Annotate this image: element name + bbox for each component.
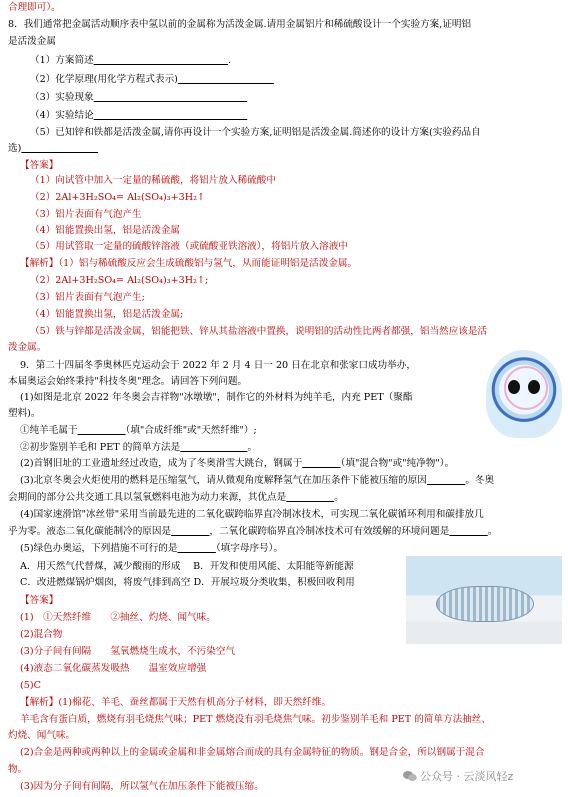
text-line: 是活泼金属	[8, 36, 56, 47]
analysis-line: （5）铁与锌都是活泼金属，铝能把铁、锌从其盐溶液中置换，说明铝的活动性比两者都强，铝当然应该是活	[30, 326, 488, 337]
answer-line: （2）2Al+3H₂SO₄= Al₂(SO₄)₃+3H₂↑	[30, 192, 205, 203]
ice-stadium-image	[406, 556, 562, 644]
answer-tag: 【答案】	[20, 160, 59, 171]
answer-line: （3）铝片表面有气泡产生	[30, 209, 142, 220]
analysis-line: 【解析】（1）铝与稀硫酸反应会生成硫酸铝与氢气，从而能证明铝是活泼金属。	[20, 258, 358, 269]
q8-part-2: （2）化学原理(用化学方程式表示)	[30, 74, 178, 85]
q8-part-3: （3）实验现象	[30, 92, 94, 103]
text-line: 合理即可）。	[8, 2, 61, 13]
answer-line: (3)分子间有间隔 氢氧燃烧生成水，不污染空气	[20, 646, 236, 657]
answer-line: (4)液态二氧化碳蒸发吸热 温室效应增强	[20, 663, 207, 674]
q9-blank-4: (3)北京冬奥会火炬使用的燃料是压缩氢气，请从微观角度解释氢气在加压条件下能被压缩的原因 。冬奥	[20, 475, 495, 486]
answer-line: （4）铝能置换出氢，铝是活泼金属	[30, 225, 181, 236]
q8-part-1: （1）方案简述 .	[30, 55, 232, 66]
mascot-eye	[508, 380, 520, 394]
q8-part-5-cont: 选)	[8, 143, 22, 154]
q8-part-4: （4）实验结论	[30, 110, 94, 121]
analysis-line: （3）铝片表面有气泡产生;	[30, 292, 145, 303]
panda-mascot-image	[486, 350, 562, 438]
analysis-line: 泼金属。	[8, 342, 47, 353]
q9-blank-5: 会期间的部分公共交通工具以氢氧燃料电池为动力来源，其优点是 。	[8, 492, 344, 503]
analysis-line: 灼烧、闻气味。	[8, 730, 76, 741]
text-line: (4)国家速滑馆"冰丝带"采用当前最先进的二氧化碳跨临界直冷制冰技术，可实现二氧化碳循环利用和碳排放几	[20, 509, 484, 520]
text-line: 塑料)。	[8, 408, 41, 419]
option-line: A．用天然气代替煤，减少酸雨的形成 B．开发和使用风能、太阳能等新能源	[20, 561, 354, 572]
q9-blank-2: ②初步鉴别羊毛和 PET 的简单方法是 。	[20, 442, 258, 453]
analysis-line: 【解析】(1)棉花、羊毛、蚕丝都属于天然有机高分子材料，即天然纤维。	[20, 697, 331, 708]
q9-blank-7: (5)绿色办奥运，下列措施不可行的是 （填字母序号）。	[20, 543, 284, 554]
mascot-eye	[528, 380, 540, 394]
analysis-line: 羊毛含有蛋白质，燃烧有羽毛烧焦气味；PET 燃烧没有羽毛烧焦气味。初步鉴别羊毛和 PET 的简单方法抽丝、	[20, 714, 491, 725]
q8-part-5: （5）已知锌和铁都是活泼金属,请你再设计一个实验方案,证明铝是活泼金属.简述你的设计方案(实验药品自	[30, 127, 481, 138]
wechat-icon	[403, 770, 417, 782]
text-line: (1)如图是北京 2022 年冬奥会吉祥物"冰墩墩"，制作它的外材料为纯羊毛，内充 PET（聚酯	[20, 392, 413, 403]
answer-tag: 【答案】	[20, 595, 59, 606]
answer-line: (1) ①天然纤维 ②抽丝、灼烧、闻气味。	[20, 612, 216, 623]
analysis-line: (2)合金是两种或两种以上的金属或金属和非金属熔合而成的具有金属特征的物质。钢是合金，所以钢属于混合	[20, 747, 485, 758]
option-line: C．改进燃煤锅炉烟囱，将废气排到高空 D．开展垃圾分类收集，积极回收利用	[20, 577, 355, 588]
analysis-line: (3)因为分子间有间隔，所以氢气在加压条件下能被压缩。	[20, 781, 264, 792]
analysis-line: （2）2Al+3H₂SO₄= Al₂(SO₄)₃+3H₂↑;	[30, 275, 209, 286]
answer-line: (5)C	[20, 680, 41, 691]
answer-line: (2)混合物	[20, 629, 63, 640]
analysis-line: （4）铝能置换出氢，铝是活泼金属;	[30, 309, 184, 320]
q9-blank-1: ①纯羊毛属于 （填"合成纤维"或"天然纤维"）;	[20, 425, 257, 436]
analysis-line: 物。	[8, 764, 28, 775]
stadium-ground	[406, 622, 562, 644]
question-8-stem: 8．我们通常把金属活动顺序表中氢以前的金属称为活泼金属.请用金属铝片和稀硫酸设计一个实验方案,证明铝	[8, 19, 472, 30]
question-9-stem: 9．第二十四届冬季奥林匹克运动会于 2022 年 2 月 4 日一 20 日在北京和张家口成功举办，	[20, 360, 416, 371]
text-line: 本届奥运会始终秉持"科技冬奥"理念。请回答下列问题。	[8, 376, 248, 387]
stadium-dome	[436, 586, 534, 622]
watermark: 公众号 · 云淡风轻z	[403, 768, 513, 784]
answer-line: （5）用试管取一定量的硫酸锌溶液（或硫酸亚铁溶液），将铝片放入溶液中	[30, 241, 348, 252]
q9-blank-3: (2)首钢旧址的工业遗址经过改造，成为了冬奥滑雪大跳台，钢属于 （填"混合物"或"纯净物"）。	[20, 458, 455, 469]
answer-line: （1）向试管中加入一定量的稀硫酸，将铝片放入稀硫酸中	[30, 175, 276, 186]
q9-blank-6: 乎为零。液态二氧化碳能制冷的原因是 ，二氧化碳跨临界直冷制冰技术可有效缓解的环境问题是 。	[8, 526, 498, 537]
